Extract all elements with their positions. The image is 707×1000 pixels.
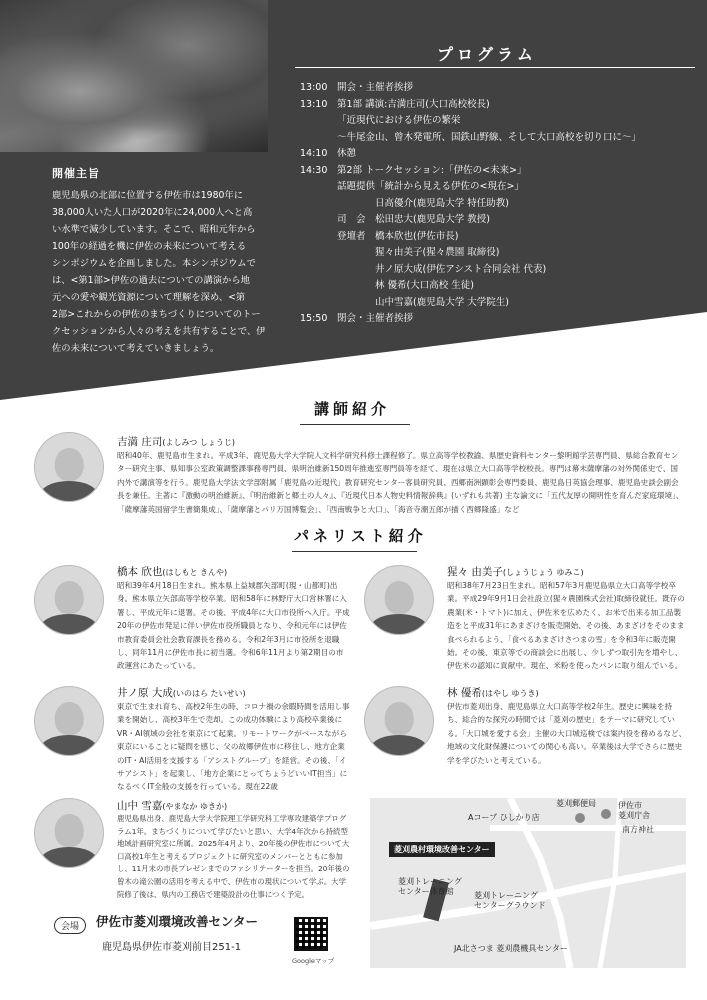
organizer-line: シンポジウムを企画しました。本シンポジウムで <box>52 258 256 269</box>
program-row <box>300 130 700 147</box>
program-text: 司 会 松田忠大(鹿児島大学 教授) <box>337 214 490 225</box>
program-list <box>300 80 700 328</box>
panelist-bio: 鹿児島県出身、鹿児島大学大学院理工学研究科工学専攻建築学プログラム1年。まちづくりについて学びたいと思い、大学4年次から持続型地域計画研究室に所属。2025年4月より、20年後の伊佐市について大口高校1年生と考えるプロジェクトに研究室のメンバーとともに参加し、11月末の市長プレゼンまでのファシリテーターを担当。20年後の曾木の滝公園の活用を考える中で、伊佐市の現状について学ぶ。大学院修了後は、県内の工務店で建築設計の仕事につく予定。 <box>117 814 350 899</box>
program-text: 第1部 講演:吉満庄司(大口高校校長) <box>337 98 490 110</box>
organizer-line: は、<第1部>伊佐の過去についての講演から地 <box>52 275 250 286</box>
panelist-name-text: 林 優希 <box>447 687 482 699</box>
program-time <box>300 130 337 147</box>
map-label: 菱刈郵便局 <box>556 799 596 808</box>
program-text: 山中雪嘉(鹿児島大学 大学院生) <box>337 296 509 308</box>
program-text: ～牛尾金山、曾木発電所、国鉄山野線、そして大口高校を切り口に～」 <box>337 131 642 143</box>
landscape-photo <box>0 0 268 152</box>
program-text: 林 優希(大口高校 生徒) <box>337 280 474 291</box>
panelist-avatar <box>364 686 434 756</box>
program-row <box>300 113 700 130</box>
program-time: 13:00 <box>300 82 328 93</box>
qr-code[interactable] <box>294 917 328 951</box>
panelist-name <box>117 564 227 579</box>
panelist-avatar <box>34 565 104 635</box>
panelist-name-text: 猩々 由美子 <box>447 566 503 578</box>
panelist-avatar <box>34 686 104 756</box>
panelist-kana: (いのはら たいせい) <box>172 689 246 698</box>
program-row <box>300 245 700 262</box>
lecturer-name <box>117 434 235 449</box>
venue-name: 伊佐市菱刈環境改善センター <box>96 914 259 929</box>
panelist-avatar <box>364 565 434 635</box>
program-time <box>300 113 337 130</box>
panelist-section-title: パネリスト紹介 <box>294 527 427 545</box>
program-row <box>300 311 700 328</box>
program-time <box>300 196 337 213</box>
map-label: 菱刈トレーニング <box>398 877 462 886</box>
organizer-line: 38,000人いた人口が2020年に24,000人へと高 <box>52 207 253 218</box>
program-text: 登壇者 橋本欣也(伊佐市長) <box>337 230 459 242</box>
program-row <box>300 163 700 180</box>
program-text: 話題提供「統計から見える伊佐の<現在>」 <box>337 181 524 192</box>
venue-address: 鹿児島県伊佐市菱刈前目251-1 <box>102 942 242 953</box>
program-row <box>300 80 700 97</box>
lecturer-section-divider <box>300 424 410 425</box>
program-time <box>300 278 337 295</box>
program-text: 日高優介(鹿児島大学 特任助教) <box>337 197 509 209</box>
program-time: 14:10 <box>300 148 328 159</box>
venue-badge: 会場 <box>54 917 86 934</box>
program-text: 閉会・主催者挨拶 <box>337 313 414 324</box>
lecturer-kana: (よしみつ しょうじ) <box>162 438 235 447</box>
program-row <box>300 262 700 279</box>
program-text: 開会・主催者挨拶 <box>337 82 414 93</box>
organizer-line: い水準で減少しています。そこで、昭和元年から <box>52 224 256 235</box>
organizer-line: 佐の未来について考えていきましょう。 <box>52 343 220 354</box>
program-text: 井ノ原大成(伊佐アシスト合同会社 代表) <box>337 263 547 275</box>
map-label: 南方神社 <box>622 825 654 834</box>
program-row <box>300 179 700 196</box>
panelist-name-text: 井ノ原 大成 <box>117 687 173 699</box>
header-area <box>0 0 707 400</box>
map-label: Aコープ ひしかり店 <box>468 813 540 822</box>
program-time <box>300 212 337 229</box>
program-time <box>300 262 337 279</box>
panelist-bio: 東京で生まれ育ち、高校2年生の時、コロナ禍の余暇時間を活用し事業を開始し、高校3年生で売却。この成功体験により高校卒業後にVR・AI領域の会社を東京にて起業。リモートワークがベースながら東京にいることに疑問を感じ、父の故郷伊佐市に移住し、地方企業のIT・AI活用を支援する「アシストグループ」を経営。その後、「イサアシスト」を起業し、「地方企業にとってちょうどいいIT担当」になるべくIT全般の支援を行っている。現在22歳 <box>117 702 350 792</box>
panelist-avatar <box>34 798 104 868</box>
program-row <box>300 295 700 312</box>
organizer-line: 2部>これからの伊佐のまちづくりについてのトー <box>52 309 261 320</box>
panelist-bio: 昭和39年4月18日生まれ。熊本県上益城郡矢部町(現・山都町)出身。熊本県立矢部高等学校卒業。昭和58年に林野庁大口営林署に入署し、平成元年に退署。その後、平成4年に大口市役所へ入庁。平成20年の伊佐市発足に伴い伊佐市役所職員となり、令和元年には伊佐市教育委員会社会教育課長を務める。令和2年3月に市役所を退職し、同年11月に伊佐市長に初当選。令和6年11月より第2期目の市政運営にあたっている。 <box>117 581 350 671</box>
program-text: 休憩 <box>337 148 357 159</box>
panelist-name-text: 橋本 欣也 <box>117 566 163 578</box>
program-time <box>300 229 337 246</box>
program-title: プログラム <box>437 45 537 64</box>
panelist-name <box>117 685 246 700</box>
organizer-line: 100年の経過を機に伊佐の未来について考える <box>52 241 247 252</box>
program-text: 猩々由美子(猩々農園 取締役) <box>337 247 500 258</box>
venue-map[interactable] <box>370 798 686 968</box>
map-label: 菱刈トレーニング <box>474 891 538 900</box>
organizer-block <box>52 165 282 357</box>
organizer-line: 元への愛や観光資源について理解を深め、<第 <box>52 292 246 303</box>
panelist-name <box>447 685 539 700</box>
program-row <box>300 97 700 114</box>
program-time: 15:50 <box>300 313 328 324</box>
panelist-kana: (はしもと きんや) <box>162 568 228 577</box>
program-text: 「近現代における伊佐の繁栄 <box>337 115 461 126</box>
program-row <box>300 212 700 229</box>
map-label: JA北さつま 菱刈農機具センター <box>454 944 568 953</box>
lecturer-section-title: 講師紹介 <box>314 400 391 418</box>
organizer-text <box>52 187 282 357</box>
organizer-line: クセッションから人々の考えを共有することで、伊 <box>52 326 266 337</box>
map-label: センターグラウンド <box>474 901 546 910</box>
program-text: 第2部 トークセッション:「伊佐の<未来>」 <box>337 164 527 176</box>
lecturer-name-text: 吉満 庄司 <box>117 436 163 448</box>
venue-block <box>54 914 259 934</box>
program-row <box>300 146 700 163</box>
lecturer-avatar <box>34 432 104 502</box>
qr-label: Googleマップ <box>292 957 335 965</box>
panelist-bio: 伊佐市菱刈出身、鹿児島県立大口高等学校2年生。歴史に興味を持ち、総合的な探究の時間では「菱刈の歴史」をテーマに研究している。「大口城を愛する会」主催の大口城巡検では案内役を務めるなど、地域の文化財保護についての関心も高い。卒業後は大学でさらに歴史学を学びたいと考えている。 <box>447 702 687 765</box>
panelist-name <box>117 798 227 813</box>
program-time <box>300 245 337 262</box>
organizer-heading: 開催主旨 <box>52 167 100 180</box>
program-row <box>300 229 700 246</box>
panelist-section-divider <box>292 551 417 552</box>
organizer-line: 鹿児島県の北部に位置する伊佐市は1980年に <box>52 190 244 201</box>
map-center-label: 菱刈農村環境改善センター <box>389 842 495 857</box>
program-time: 13:10 <box>300 98 328 110</box>
program-time: 14:30 <box>300 164 328 176</box>
panelist-kana: (やまなか ゆきか) <box>162 802 228 811</box>
program-time <box>300 295 337 312</box>
panelist-kana: (はやし ゆうき) <box>481 689 539 698</box>
panelist-kana: (しょうじょう ゆみこ) <box>502 568 584 577</box>
map-label: 菱刈庁舎 <box>618 811 650 820</box>
panelist-name <box>447 564 584 579</box>
map-label: センター体育館 <box>398 887 454 896</box>
program-row <box>300 278 700 295</box>
lecturer-bio: 昭和40年、鹿児島市生まれ。平成3年、鹿児島大学大学院人文科学研究科修士課程修了。県立高等学校教諭、県歴史資料センター黎明館学芸専門員、県総合教育センター研究主事、県知事公室政策調整課事務専門員、県明治維新150周年推進室専門員等を経て、現在は県立大口高等学校校長。専門は幕末薩摩藩の対外関係史で、国内外で講演等を行う。鹿児島大学法文学部附属「鹿児島の近現代」教育研究センター客員研究員、西郷南洲顕彰会専門委員、鹿児島日英協会理事、鹿児島史談会副会長を兼任。主著に『激動の明治維新』、『明治維新と郷土の人々』、『近現代日本人物史料情報辞典』(いずれも共著) 主な論文に「五代友厚の開明性を育んだ家庭環境」、「薩摩藩英国留学生書簡集成」、「薩摩藩とパリ万国博覧会」、「西南戦争と大口」、「海音寺潮五郎が描く西郷隆盛」など <box>117 451 684 514</box>
program-time <box>300 179 337 196</box>
map-label: 伊佐市 <box>618 801 642 810</box>
panelist-bio: 昭和38年7月23日生まれ。昭和57年3月鹿児島県立大口高等学校卒業。平成29年9月1日会社設立(猩々農園株式会社)取締役就任。既存の農業(米・トマト)に加え、伊佐米を広めたく、お米で出来る加工品製造をと平成31年にあまざけを販売開始、その後、あまざけをそのまま食べられるよう、「食べるあまざけさつまの雪」を令和3年に販売開始。その後、東京等での商談会に出展し、少しずつ取引先を増やし、伊佐米の認知に貢献中。現在、米粉を使ったパンに取り組んでいる。 <box>447 581 685 671</box>
program-row <box>300 196 700 213</box>
panelist-name-text: 山中 雪嘉 <box>117 800 163 812</box>
program-divider <box>295 67 695 68</box>
